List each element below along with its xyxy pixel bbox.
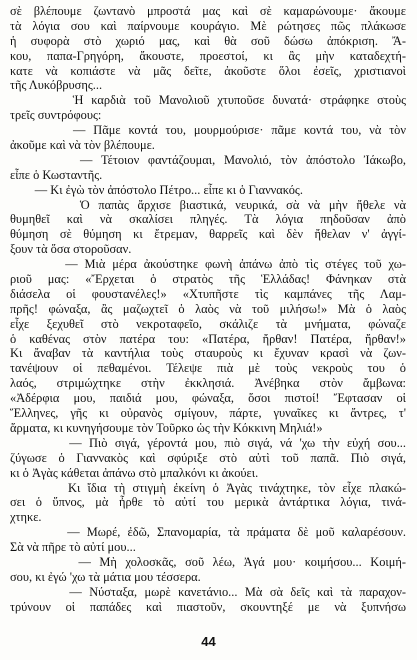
text-line: εἶχε ξεχυθεῖ στὸ νεκροταφεῖο, σκάλιζε τὰ μνήματα, φώναζε — [10, 316, 406, 331]
text-line: διάσελα οἱ φουστανέλες!» «Χτυπῆστε τὶς καμπάνες τῆς Λαμ- — [10, 286, 406, 301]
text-line: ριοῦ μας: «Ἔρχεται ὁ στρατὸς τῆς Ἑλλάδας! Φάνηκαν στὰ — [10, 272, 406, 287]
text-line: πρῆς! φώναξα, ἂς μαζωχτεῖ ὁ λαὸς νὰ τοῦ μιλήσω!» Μὰ ὁ λαὸς — [10, 301, 406, 316]
text-line: ξουν τὰ ὅσα στοροῦσαν. — [10, 242, 132, 257]
text-line: σὲ βλέπουμε ζωντανὸ μπροστά μας καὶ σὲ καμαρώνουμε· ἄκουμε — [10, 4, 406, 18]
text-line: κου, παπα-Γρηγόρη, ἄκουστε, προεστοί, κι ἂς μὴν καταδεχτή- — [10, 48, 406, 63]
text-line: ἡ συφορὰ στὸ χωριό μας, καὶ θὰ σοῦ δώσω ἀπόκριση. Ἄ- — [10, 33, 406, 48]
text-line: κι ὁ Ἀγὰς κάθεται ἀπάνω στὸ μπαλκόνι κι ἀκούει. — [10, 465, 259, 480]
text-line: — Μωρέ, ἐδῶ, Σπανομαρία, τὰ πράματα δὲ μοῦ καλαρέσουν. — [10, 525, 406, 540]
text-line: Ἕλληνες, γῆς κι οὐρανὸς σμίγουν, πάρτε, γυναῖκες κι ἄντρες, τ' — [10, 406, 406, 421]
text-line: Ἡ καρδιὰ τοῦ Μανολιοῦ χτυποῦσε δυνατά· στράφηκε στοὺς — [10, 93, 406, 108]
text-line: — Πιὸ σιγά, γέροντά μου, πιὸ σιγά, νά 'χω τὴν εὐχή σου... — [10, 435, 406, 450]
text-line: τρεῖς συντρόφους: — [10, 108, 102, 123]
text-line: κατε νὰ κοπιάστε νὰ μᾶς δεῖτε, ἀκοῦστε ὅλοι ἐσεῖς, χριστιανοὶ — [10, 63, 406, 78]
text-line: Σὰ νὰ πῆρε τὸ αὐτί μου... — [10, 540, 136, 555]
text-line: Κι ἴδια τὴ στιγμὴ ἐκείνη ὁ Ἀγὰς τινάχτηκε, τὸν εἶχε πλακώ- — [10, 480, 406, 495]
text-line: σου, κι ἐγώ 'χω τὰ μάτια μου τέσσερα. — [10, 569, 201, 584]
text-line: ἅρματα, κι κυνηγήσουμε τὸν Τοῦρκο ὡς τὴν Κόκκινη Μηλιά!» — [10, 420, 323, 435]
text-line: — Τέτοιον φαντάζουμαι, Μανολιό, τὸν ἀπόστολο Ἰάκωβο, — [10, 152, 406, 167]
text-line: τανέψουν οἱ πεθαμένοι. Τέλεψε πιὰ μὲ τοὺς νεκροὺς του ὁ — [10, 361, 406, 376]
text-line: τρύνουν οἱ παπάδες καὶ πιαστοῦν, σκουντηξέ με νὰ ξυπνήσω — [10, 599, 406, 614]
text-line: λαός, στριμώχτηκε στὴν ἐκκλησιά. Ἀνέβηκα στὸν ἄμβωνα: — [10, 376, 406, 391]
text-line: χτηκε. — [10, 510, 42, 525]
text-line: — Μιὰ μέρα ἀκούστηκε φωνὴ ἀπάνω ἀπὸ τὶς στέγες τοῦ χω- — [10, 257, 406, 272]
text-line: — Νύσταξα, μωρὲ κανετάνιο... Μὰ σὰ δεῖς καὶ τὰ παραχον- — [10, 584, 406, 599]
body-text — [10, 4, 406, 615]
text-line: σει ὁ ὕπνος, μὰ ἦρθε τὸ αὐτί του μερικὰ ἀντάρτικα λόγια, τινά- — [10, 495, 406, 510]
text-line: Κι ἄναβαν τὰ καντήλια τοὺς σταυροὺς κι ἔχυναν κρασὶ νὰ ζων- — [10, 346, 406, 361]
text-line: θυμηθεῖ καὶ νὰ σκαλίσει πληγές. Τὰ λόγια πηδοῦσαν ἀπὸ — [10, 212, 406, 227]
text-line: τὰ λόγια σου καὶ παίρνουμε κουράγιο. Μὲ ρώτησες πῶς πλάκωσε — [10, 18, 406, 33]
text-line: — Πᾶμε κοντά του, μουρμούρισε· πᾶμε κοντά του, νὰ τὸν — [10, 123, 406, 138]
text-line: — Κι ἐγὼ τὸν ἀπόστολο Πέτρο... εἶπε κι ὁ Γιαννακός. — [10, 182, 303, 197]
text-line: — Μὴ χολοσκᾶς, σοῦ λέω, Ἀγά μου· κοιμήσου... Κοιμή- — [10, 554, 406, 569]
text-line: θύμηση σὲ θύμηση κι ἔτρεμαν, θαρρεῖς καὶ δὲν ἤθελαν ν' ἀγγί- — [10, 227, 406, 242]
text-line: τῆς Λυκόβρυσης... — [10, 78, 103, 93]
text-line: ἀκοῦμε καὶ νὰ τὸν βλέπουμε. — [10, 138, 155, 153]
text-line: ζύγωσε ὁ Γιαννακὸς καὶ σφύριξε στὸ αὐτὶ τοῦ παπᾶ. Πιὸ σιγά, — [10, 450, 406, 465]
text-line: εἶπε ὁ Κωσταντῆς. — [10, 167, 103, 182]
text-line: Ὁ παπὰς ἄρχισε βιαστικά, νευρικά, σὰ νὰ μὴν ἤθελε νὰ — [10, 197, 406, 212]
text-line: «Ἀδέρφια μου, παιδιά μου, φώναξα, ὅσοι πιστοί! Ἔφτασαν οἱ — [10, 391, 406, 406]
text-line: ὁ καθένας στὸν πατέρα του: «Πατέρα, ἤρθαν! Πατέρα, ἤρθαν!» — [10, 331, 406, 346]
page-number: 44 — [201, 634, 216, 649]
